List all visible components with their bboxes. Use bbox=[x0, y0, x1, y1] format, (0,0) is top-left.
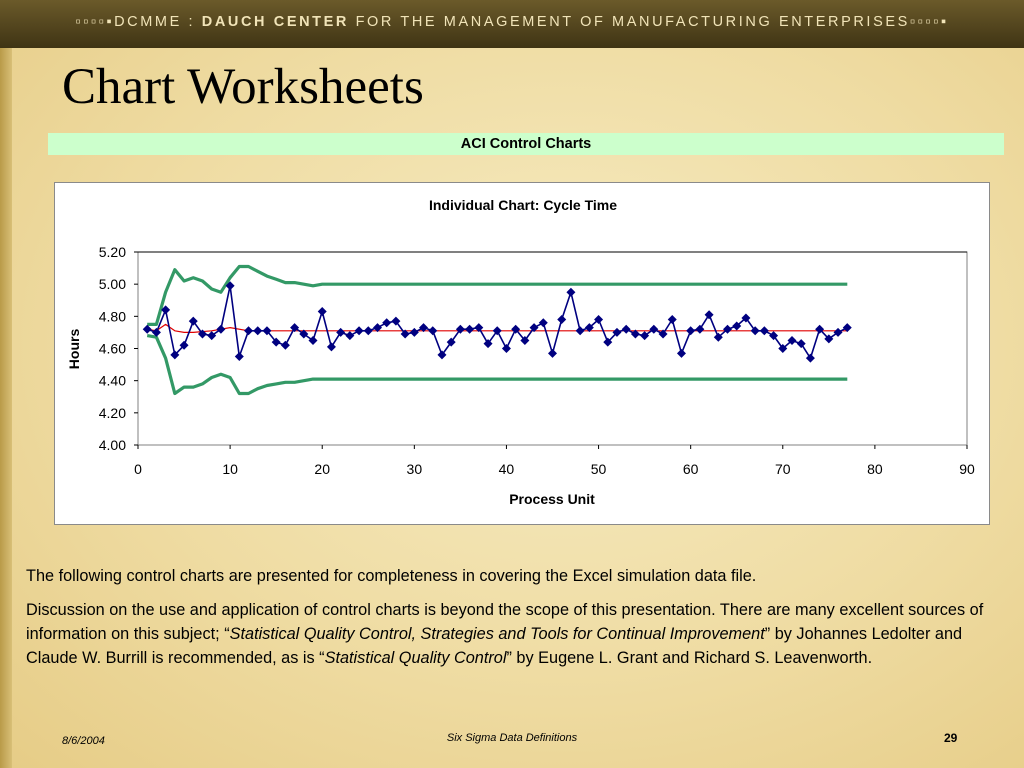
x-tick-label: 0 bbox=[134, 461, 142, 477]
y-tick-label: 4.40 bbox=[98, 372, 126, 389]
chart-title: Individual Chart: Cycle Time bbox=[428, 197, 618, 213]
banner-prefix: DCMME : bbox=[114, 14, 202, 30]
x-tick-label: 20 bbox=[314, 461, 331, 477]
y-tick-label: 4.00 bbox=[98, 437, 126, 453]
footer-date: 8/6/2004 bbox=[62, 735, 105, 747]
y-tick-label: 4.20 bbox=[98, 404, 126, 421]
banner-ornament-right: ▫▫▫▫▪ bbox=[909, 14, 949, 30]
control-chart bbox=[54, 182, 990, 525]
y-tick-label: 5.20 bbox=[98, 244, 126, 260]
body-paragraph-2 bbox=[26, 598, 986, 670]
y-axis-label: Hours bbox=[66, 328, 82, 370]
y-tick-label: 4.80 bbox=[98, 308, 126, 325]
x-tick-label: 70 bbox=[774, 461, 791, 477]
p2-text-b: ” by Johannes Ledolter and Claude W. Burrill is recommended, as is “ bbox=[26, 625, 963, 667]
banner-suffix: FOR THE MANAGEMENT OF MANUFACTURING ENTERPRISES bbox=[348, 14, 910, 30]
x-tick-label: 90 bbox=[959, 461, 975, 477]
banner-center-name: DAUCH CENTER bbox=[201, 14, 349, 30]
book-title-1: Statistical Quality Control, Strategies and Tools for Continual Improvement bbox=[229, 625, 765, 643]
y-tick-label: 5.00 bbox=[98, 276, 126, 293]
p2-text-a: Discussion on the use and application of control charts is beyond the scope of this presentation. There are many excellent sources of information on this subject; “ bbox=[26, 601, 984, 643]
x-tick-label: 60 bbox=[682, 461, 699, 477]
page-number: 29 bbox=[944, 731, 958, 745]
x-axis-label: Process Unit bbox=[509, 491, 595, 507]
x-tick-label: 30 bbox=[406, 461, 423, 477]
x-tick-label: 40 bbox=[498, 461, 515, 477]
plot-area bbox=[138, 252, 967, 445]
book-title-2: Statistical Quality Control bbox=[324, 649, 507, 667]
center-banner bbox=[0, 14, 1024, 30]
p2-text-c: ” by Eugene L. Grant and Richard S. Leavenworth. bbox=[506, 649, 873, 667]
x-tick-label: 10 bbox=[222, 461, 238, 477]
x-tick-label: 80 bbox=[867, 461, 883, 477]
left-stripe bbox=[0, 48, 12, 768]
chart-svg bbox=[55, 183, 991, 526]
y-tick-label: 4.60 bbox=[98, 340, 126, 357]
x-tick-label: 50 bbox=[590, 461, 607, 477]
footer-title: Six Sigma Data Definitions bbox=[446, 732, 578, 744]
banner-ornament-left: ▫▫▫▫▪ bbox=[75, 14, 115, 30]
slide-title: Chart Worksheets bbox=[62, 59, 424, 115]
section-subheading: ACI Control Charts bbox=[48, 133, 1004, 155]
body-paragraph-1: The following control charts are presented for completeness in covering the Excel simulation data file. bbox=[26, 567, 757, 585]
